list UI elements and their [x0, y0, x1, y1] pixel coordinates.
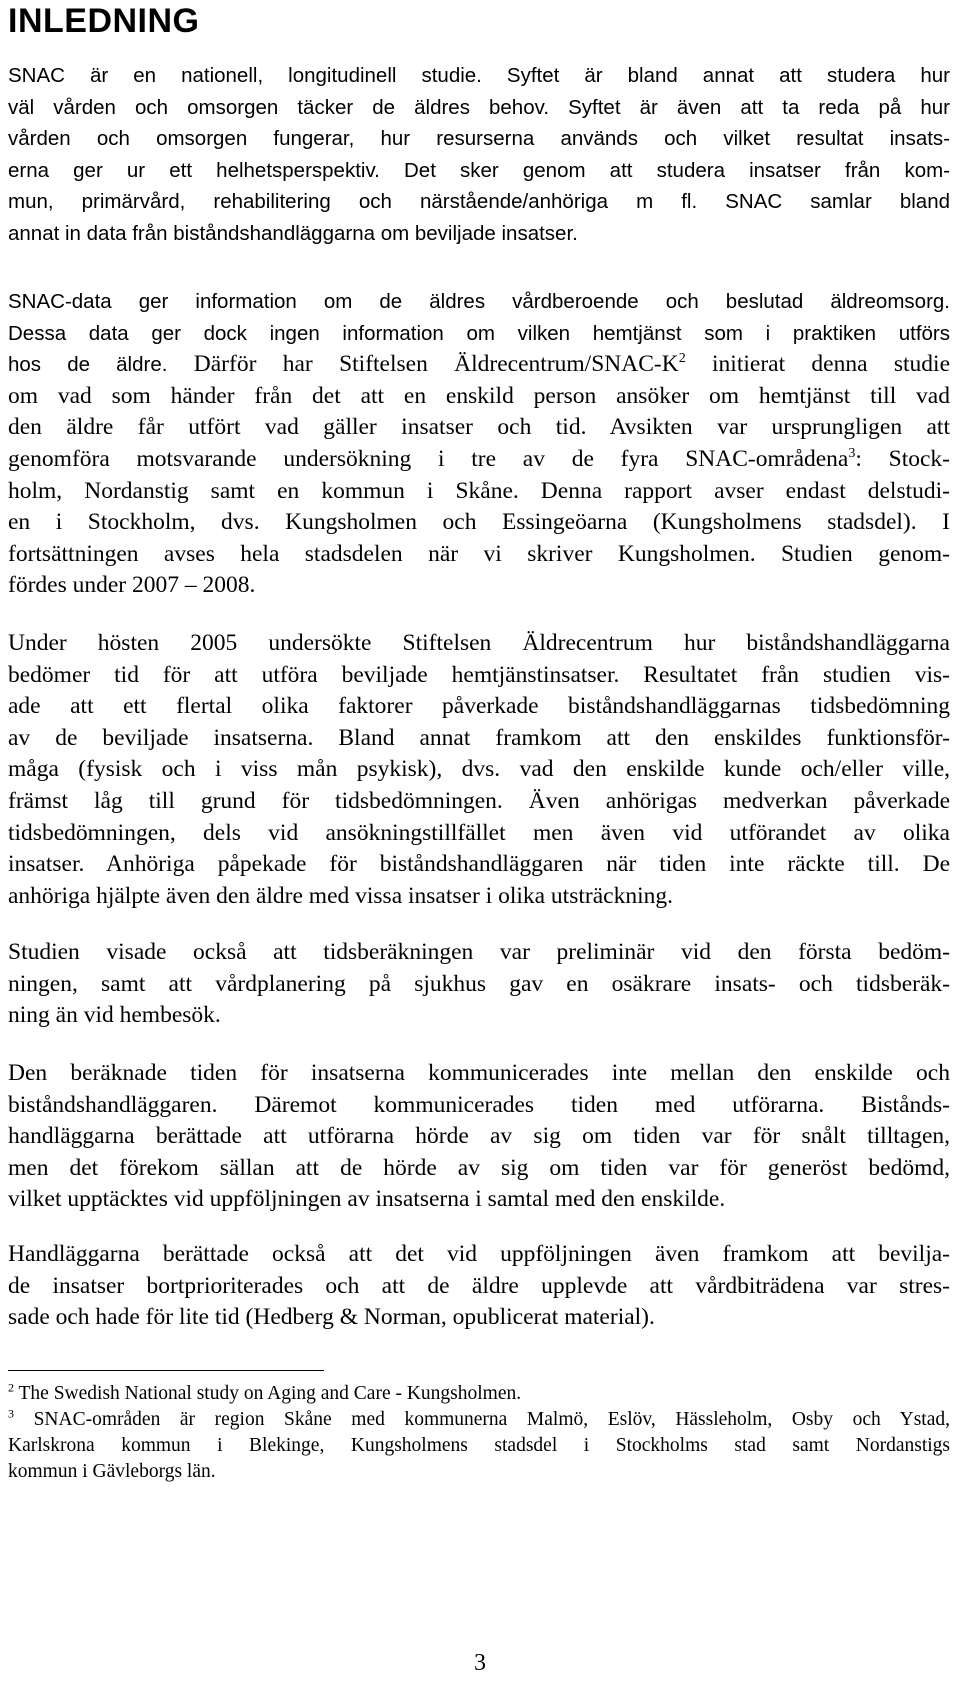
paragraph-line: SNAC-data ger information om de äldres vårdberoende och beslutad äldreomsorg. [8, 290, 950, 313]
paragraph-line: vården och omsorgen fungerar, hur resurserna används och vilket resultat insats- [8, 127, 950, 151]
paragraph-line: sade och hade för lite tid (Hedberg & Norman, opublicerat material). [8, 1304, 655, 1331]
footnote-ref: 3 [848, 446, 856, 462]
paragraph-line: tidsbedömningen, dels vid ansökningstillfället men även vid utförandet av olika [8, 819, 950, 846]
paragraph-line: främst låg till grund för tidsbedömningen. Även anhörigas medverkan påverkade [8, 787, 950, 814]
paragraph-line: Under hösten 2005 undersökte Stiftelsen Äldrecentrum hur biståndshandläggarna [8, 630, 950, 656]
footnote-line: Karlskrona kommun i Blekinge, Kungsholmens stadsdel i Stockholms stad samt Nordanstigs [8, 1435, 950, 1456]
paragraph-line: måga (fysisk och i viss mån psykisk), dvs. vad den enskilde kunde och/eller ville, [8, 756, 950, 783]
paragraph-line: av de beviljade insatserna. Bland annat framkom att den enskildes funktionsför- [8, 724, 950, 751]
line-fragment: initierat denna studie [685, 351, 951, 378]
footnote-ref: 2 [678, 351, 686, 367]
paragraph-line: erna ger ur ett helhetsperspektiv. Det sker genom att studera insatser från kom- [8, 158, 950, 182]
paragraph-line: fördes under 2007 – 2008. [8, 572, 256, 599]
paragraph-line [8, 349, 950, 381]
paragraph-line: insatser. Anhöriga påpekade för biståndshandläggaren när tiden inte räckte till. De [8, 851, 950, 878]
footnote-number: 2 [8, 1380, 14, 1395]
paragraph-line: ning än vid hembesök. [8, 1002, 221, 1029]
line-fragment: Därför har Stiftelsen Äldrecentrum/SNAC-K [193, 351, 679, 378]
paragraph-line: men det förekom sällan att de hörde av sig om tiden var för generöst bedömd, [8, 1154, 950, 1181]
time-assessment-paragraph [8, 628, 950, 912]
footnote-text: The Swedish National study on Aging and Care - Kungsholmen. [14, 1383, 522, 1404]
intro-paragraph [8, 60, 950, 250]
paragraph-line: handläggarna berättade att utförarna hörde av sig om tiden var för snålt tilltagen, [8, 1123, 950, 1150]
paragraph-line: en i Stockholm, dvs. Kungsholmen och Essingeöarna (Kungsholmens stadsdel). I [8, 509, 950, 536]
line-fragment: : Stock- [855, 445, 950, 472]
follow-up-paragraph [8, 1239, 950, 1334]
paragraph-line: den äldre får utfört vad gäller insatser och tid. Avsikten var ursprungligen att [8, 414, 950, 441]
footnote-3 [8, 1407, 950, 1433]
paragraph-line: anhöriga hjälpte även den äldre med vissa insatser i olika utsträckning. [8, 882, 673, 909]
footnote-2 [8, 1381, 950, 1407]
paragraph-line: väl vården och omsorgen täcker de äldres behov. Syftet är även att ta reda på hur [8, 95, 950, 119]
footnote-line: kommun i Gävleborgs län. [8, 1461, 216, 1482]
line-fragment: hos de äldre. [8, 353, 168, 377]
paragraph-line: Dessa data ger dock ingen information om vilken hemtjänst som i praktiken utförs [8, 321, 950, 345]
paragraph-line: biståndshandläggaren. Däremot kommunicerades tiden med utförarna. Bistånds- [8, 1091, 950, 1118]
footnote-text: SNAC-områden är region Skåne med kommunerna Malmö, Eslöv, Hässleholm, Osby och Ystad, [14, 1409, 950, 1430]
paragraph-line [8, 444, 950, 476]
paragraph-line: Den beräknade tiden för insatserna kommunicerades inte mellan den enskilde och [8, 1060, 950, 1086]
page-number: 3 [474, 1650, 486, 1676]
line-fragment: genomföra motsvarande undersökning i tre av de fyra SNAC-områdena [8, 445, 849, 472]
paragraph-line: de insatser bortprioriterades och att de äldre upplevde att vårdbiträdena var stres- [8, 1272, 950, 1299]
paragraph-line: SNAC är en nationell, longitudinell studie. Syftet är bland annat att studera hur [8, 64, 950, 87]
communication-paragraph [8, 1058, 950, 1216]
footnote-number: 3 [8, 1406, 14, 1421]
footnote-divider [8, 1370, 324, 1371]
paragraph-line: ade att ett flertal olika faktorer påverkade biståndshandläggarnas tidsbedömning [8, 693, 950, 720]
study-results-paragraph [8, 937, 950, 1032]
paragraph-line: mun, primärvård, rehabilitering och närstående/anhöriga m fl. SNAC samlar bland [8, 190, 950, 214]
paragraph-line: vilket upptäcktes vid uppföljningen av insatserna i samtal med den enskilde. [8, 1186, 726, 1213]
paragraph-line: annat in data från biståndshandläggarna om beviljade insatser. [8, 221, 578, 245]
paragraph-line: Handläggarna berättade också att det vid uppföljningen även framkom att bevilja- [8, 1241, 950, 1267]
paragraph-line: holm, Nordanstig samt en kommun i Skåne. Denna rapport avser endast delstudi- [8, 477, 950, 504]
section-heading: INLEDNING [8, 2, 200, 40]
paragraph-line: ningen, samt att vårdplanering på sjukhus gav en osäkrare insats- och tidsberäk- [8, 970, 950, 997]
paragraph-line: bedömer tid för att utföra beviljade hemtjänstinsatser. Resultatet från studien vis- [8, 661, 950, 688]
footnotes [8, 1381, 950, 1485]
paragraph-line: Studien visade också att tidsberäkningen var preliminär vid den första bedöm- [8, 939, 950, 965]
snac-data-paragraph [8, 286, 950, 602]
paragraph-line: fortsättningen avses hela stadsdelen när vi skriver Kungsholmen. Studien genom- [8, 540, 950, 567]
paragraph-line: om vad som händer från det att en enskild person ansöker om hemtjänst till vad [8, 382, 950, 409]
